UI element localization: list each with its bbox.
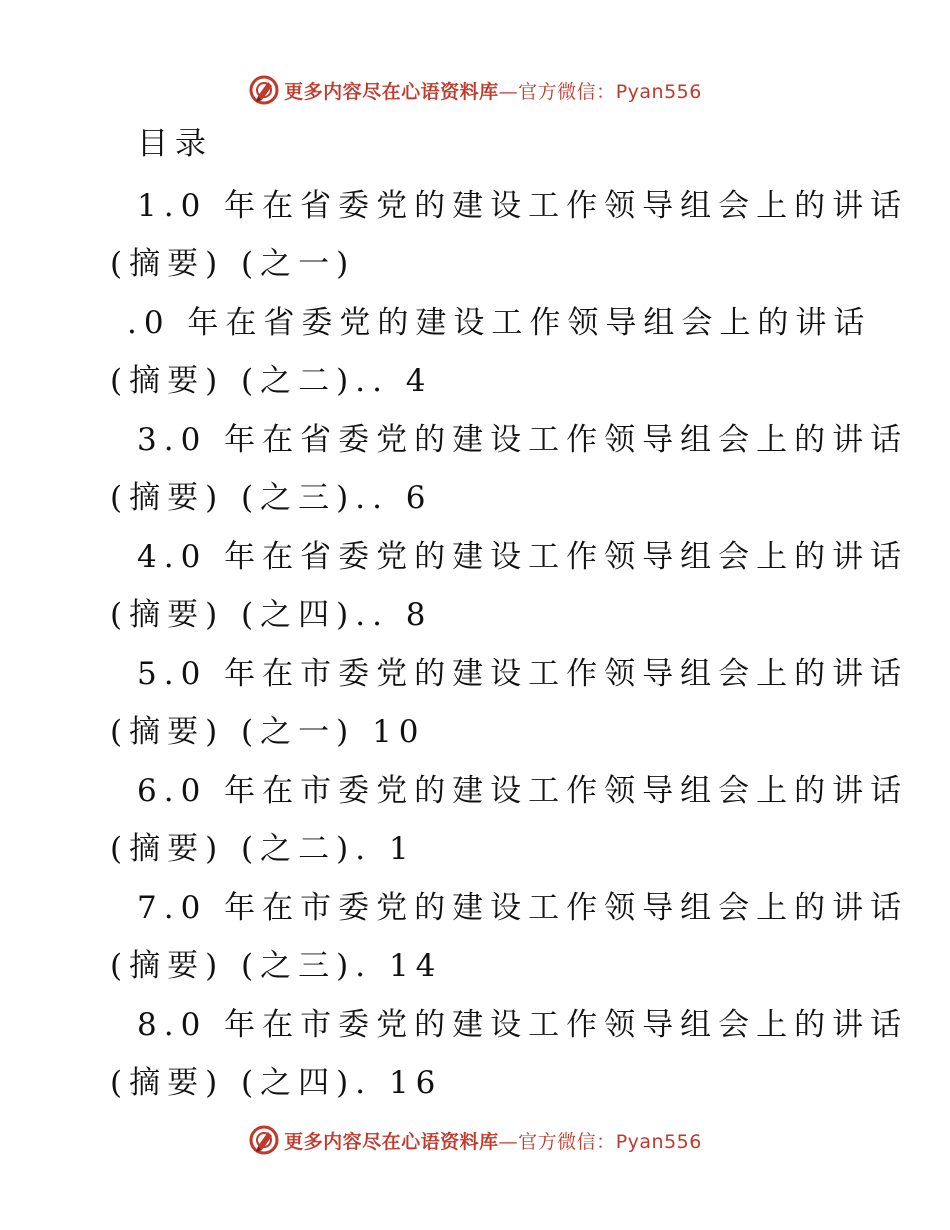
header-site-name: 更多内容尽在心语资料库 bbox=[284, 80, 499, 103]
footer-banner bbox=[0, 1120, 950, 1160]
footer-wechat-id: Pyan556 bbox=[615, 1130, 702, 1153]
toc-entry-line: .0 年在省委党的建设工作领导组会上的讲话 bbox=[127, 305, 872, 341]
header-wechat-label: 官方微信： bbox=[518, 80, 616, 103]
toc-title: 目录 bbox=[137, 126, 213, 162]
toc-entry-line: 4.0 年在省委党的建设工作领导组会上的讲话 bbox=[137, 539, 909, 575]
pen-nib-logo-icon bbox=[248, 1124, 280, 1156]
toc-entry-line: (摘要) (之一) bbox=[110, 246, 356, 282]
toc-entry-line: 6.0 年在市委党的建设工作领导组会上的讲话 bbox=[137, 773, 909, 809]
toc-entry-line: (摘要) (之三). 14 bbox=[110, 948, 443, 984]
toc-entry-line: (摘要) (之二).. 4 bbox=[110, 363, 433, 399]
toc-entry-line: (摘要) (之一) 10 bbox=[110, 714, 426, 750]
toc-entry-line: 5.0 年在市委党的建设工作领导组会上的讲话 bbox=[137, 656, 909, 692]
footer-site-name: 更多内容尽在心语资料库 bbox=[284, 1130, 499, 1153]
footer-dash: — bbox=[498, 1130, 519, 1153]
toc-entry-line: 8.0 年在市委党的建设工作领导组会上的讲话 bbox=[137, 1007, 909, 1043]
toc-entry-line: (摘要) (之二). 1 bbox=[110, 831, 416, 867]
toc-entry-line: (摘要) (之三).. 6 bbox=[110, 480, 433, 516]
header-dash: — bbox=[498, 80, 519, 103]
toc-entry-line: (摘要) (之四).. 8 bbox=[110, 597, 433, 633]
header-wechat-id: Pyan556 bbox=[615, 80, 702, 103]
toc-entry-line: 3.0 年在省委党的建设工作领导组会上的讲话 bbox=[137, 422, 909, 458]
header-banner-text bbox=[284, 77, 702, 104]
footer-banner-text bbox=[284, 1127, 702, 1154]
pen-nib-logo-icon bbox=[248, 74, 280, 106]
header-banner bbox=[0, 70, 950, 110]
toc-entry-line: 1.0 年在省委党的建设工作领导组会上的讲话 bbox=[137, 188, 909, 224]
footer-wechat-label: 官方微信： bbox=[518, 1130, 616, 1153]
toc-entry-line: 7.0 年在市委党的建设工作领导组会上的讲话 bbox=[137, 890, 909, 926]
toc-entry-line: (摘要) (之四). 16 bbox=[110, 1065, 443, 1101]
